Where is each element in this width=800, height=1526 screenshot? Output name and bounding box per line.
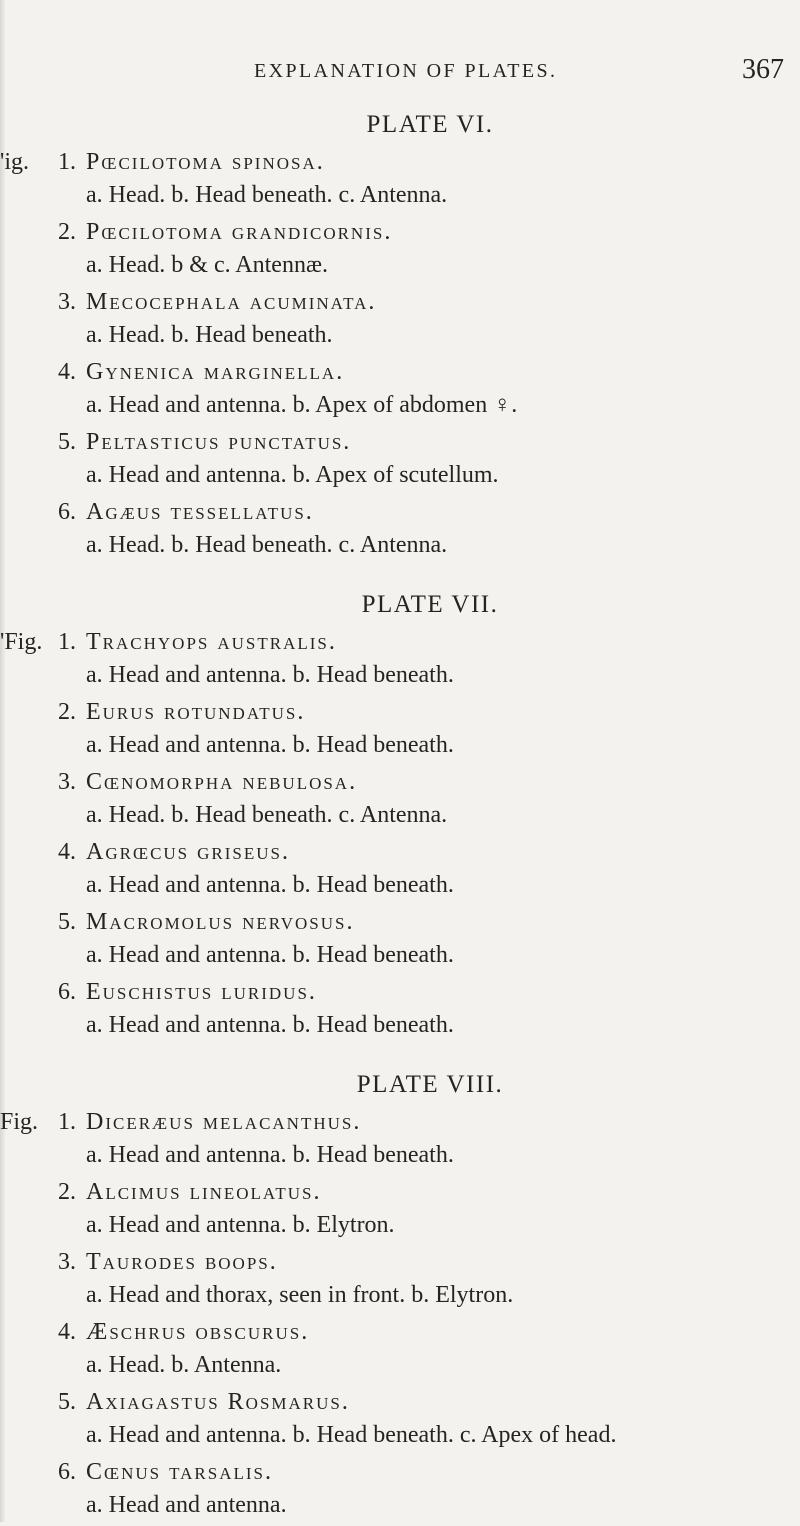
plate-title: PLATE VIII. xyxy=(356,1071,504,1098)
fig-number: 6. xyxy=(58,1459,76,1485)
running-head: EXPLANATION OF PLATES. xyxy=(254,60,558,82)
species-name: Æschrus obscurus. xyxy=(86,1319,310,1345)
figure-entry xyxy=(0,976,800,1042)
figure-entry xyxy=(0,426,800,492)
plate-section xyxy=(0,1064,800,1522)
figure-parts: a. Head and antenna. b. Head beneath. xyxy=(86,872,454,898)
figure-parts: a. Head and antenna. b. Head beneath. xyxy=(86,1012,454,1038)
fig-prefix: Fig. xyxy=(0,1109,39,1135)
figure-entry xyxy=(0,836,800,902)
figure-parts: a. Head and antenna. xyxy=(86,1492,287,1518)
species-name: Mecocephala acuminata. xyxy=(86,289,377,315)
figure-entry xyxy=(0,906,800,972)
fig-number: 1. xyxy=(58,149,76,175)
fig-number: 2. xyxy=(58,1179,76,1205)
species-name: Peltasticus punctatus. xyxy=(86,429,352,455)
figure-parts: a. Head and antenna. b. Elytron. xyxy=(86,1212,395,1238)
figure-parts: a. Head. b. Antenna. xyxy=(86,1352,282,1378)
figure-entry xyxy=(0,216,800,282)
figure-parts: a. Head and antenna. b. Head beneath. xyxy=(86,732,454,758)
fig-number: 6. xyxy=(58,499,76,525)
figure-entry xyxy=(0,496,800,562)
fig-number: 5. xyxy=(58,909,76,935)
figure-parts: a. Head and thorax, seen in front. b. Elytron. xyxy=(86,1282,514,1308)
page-number: 367 xyxy=(742,54,784,85)
fig-number: 1. xyxy=(58,1109,76,1135)
figure-parts: a. Head. b & c. Antennæ. xyxy=(86,252,328,278)
figure-entry xyxy=(0,1316,800,1382)
species-name: Agæus tessellatus. xyxy=(86,499,314,525)
fig-number: 1. xyxy=(58,629,76,655)
figure-entry xyxy=(0,146,800,212)
figure-parts: a. Head and antenna. b. Head beneath. c. Apex of head. xyxy=(86,1422,617,1448)
figure-parts: a. Head and antenna. b. Head beneath. xyxy=(86,1142,454,1168)
fig-number: 2. xyxy=(58,219,76,245)
species-name: Pœcilotoma grandicornis. xyxy=(86,219,393,245)
figure-entry xyxy=(0,1246,800,1312)
figure-entry xyxy=(0,626,800,692)
fig-number: 4. xyxy=(58,359,76,385)
species-name: Cœnus tarsalis. xyxy=(86,1459,274,1485)
page-header xyxy=(0,54,800,92)
figure-parts: a. Head. b. Head beneath. c. Antenna. xyxy=(86,532,448,558)
figure-entry xyxy=(0,1386,800,1452)
figure-entry xyxy=(0,286,800,352)
species-name: Gynenica marginella. xyxy=(86,359,345,385)
fig-number: 5. xyxy=(58,429,76,455)
plate-title: PLATE VII. xyxy=(361,591,499,618)
species-name: Cœnomorpha nebulosa. xyxy=(86,769,358,795)
species-name: Eurus rotundatus. xyxy=(86,699,306,725)
figure-parts: a. Head and antenna. b. Head beneath. xyxy=(86,662,454,688)
figure-parts: a. Head and antenna. b. Apex of scutellum. xyxy=(86,462,499,488)
fig-number: 3. xyxy=(58,1249,76,1275)
fig-prefix: 'ig. xyxy=(0,149,29,175)
figure-entry xyxy=(0,1106,800,1172)
fig-number: 5. xyxy=(58,1389,76,1415)
figure-entry xyxy=(0,1456,800,1522)
figure-parts: a. Head. b. Head beneath. c. Antenna. xyxy=(86,802,448,828)
species-name: Axiagastus Rosmarus. xyxy=(86,1389,350,1415)
species-name: Euschistus luridus. xyxy=(86,979,317,1005)
figure-entry xyxy=(0,696,800,762)
fig-number: 6. xyxy=(58,979,76,1005)
fig-number: 4. xyxy=(58,839,76,865)
fig-number: 4. xyxy=(58,1319,76,1345)
species-name: Taurodes boops. xyxy=(86,1249,278,1275)
species-name: Diceræus melacanthus. xyxy=(86,1109,362,1135)
plate-title: PLATE VI. xyxy=(366,111,494,138)
species-name: Macromolus nervosus. xyxy=(86,909,355,935)
species-name: Agrœcus griseus. xyxy=(86,839,290,865)
fig-number: 3. xyxy=(58,769,76,795)
figure-entry xyxy=(0,766,800,832)
fig-prefix: 'Fig. xyxy=(0,629,43,655)
figure-entry xyxy=(0,356,800,422)
plates-content xyxy=(0,104,800,1526)
plate-section xyxy=(0,584,800,1042)
species-name: Trachyops australis. xyxy=(86,629,337,655)
species-name: Alcimus lineolatus. xyxy=(86,1179,322,1205)
plate-section xyxy=(0,104,800,562)
figure-parts: a. Head and antenna. b. Apex of abdomen ♀. xyxy=(86,392,518,418)
figure-parts: a. Head and antenna. b. Head beneath. xyxy=(86,942,454,968)
figure-parts: a. Head. b. Head beneath. c. Antenna. xyxy=(86,182,448,208)
figure-entry xyxy=(0,1176,800,1242)
fig-number: 2. xyxy=(58,699,76,725)
species-name: Pœcilotoma spinosa. xyxy=(86,149,325,175)
figure-parts: a. Head. b. Head beneath. xyxy=(86,322,333,348)
fig-number: 3. xyxy=(58,289,76,315)
